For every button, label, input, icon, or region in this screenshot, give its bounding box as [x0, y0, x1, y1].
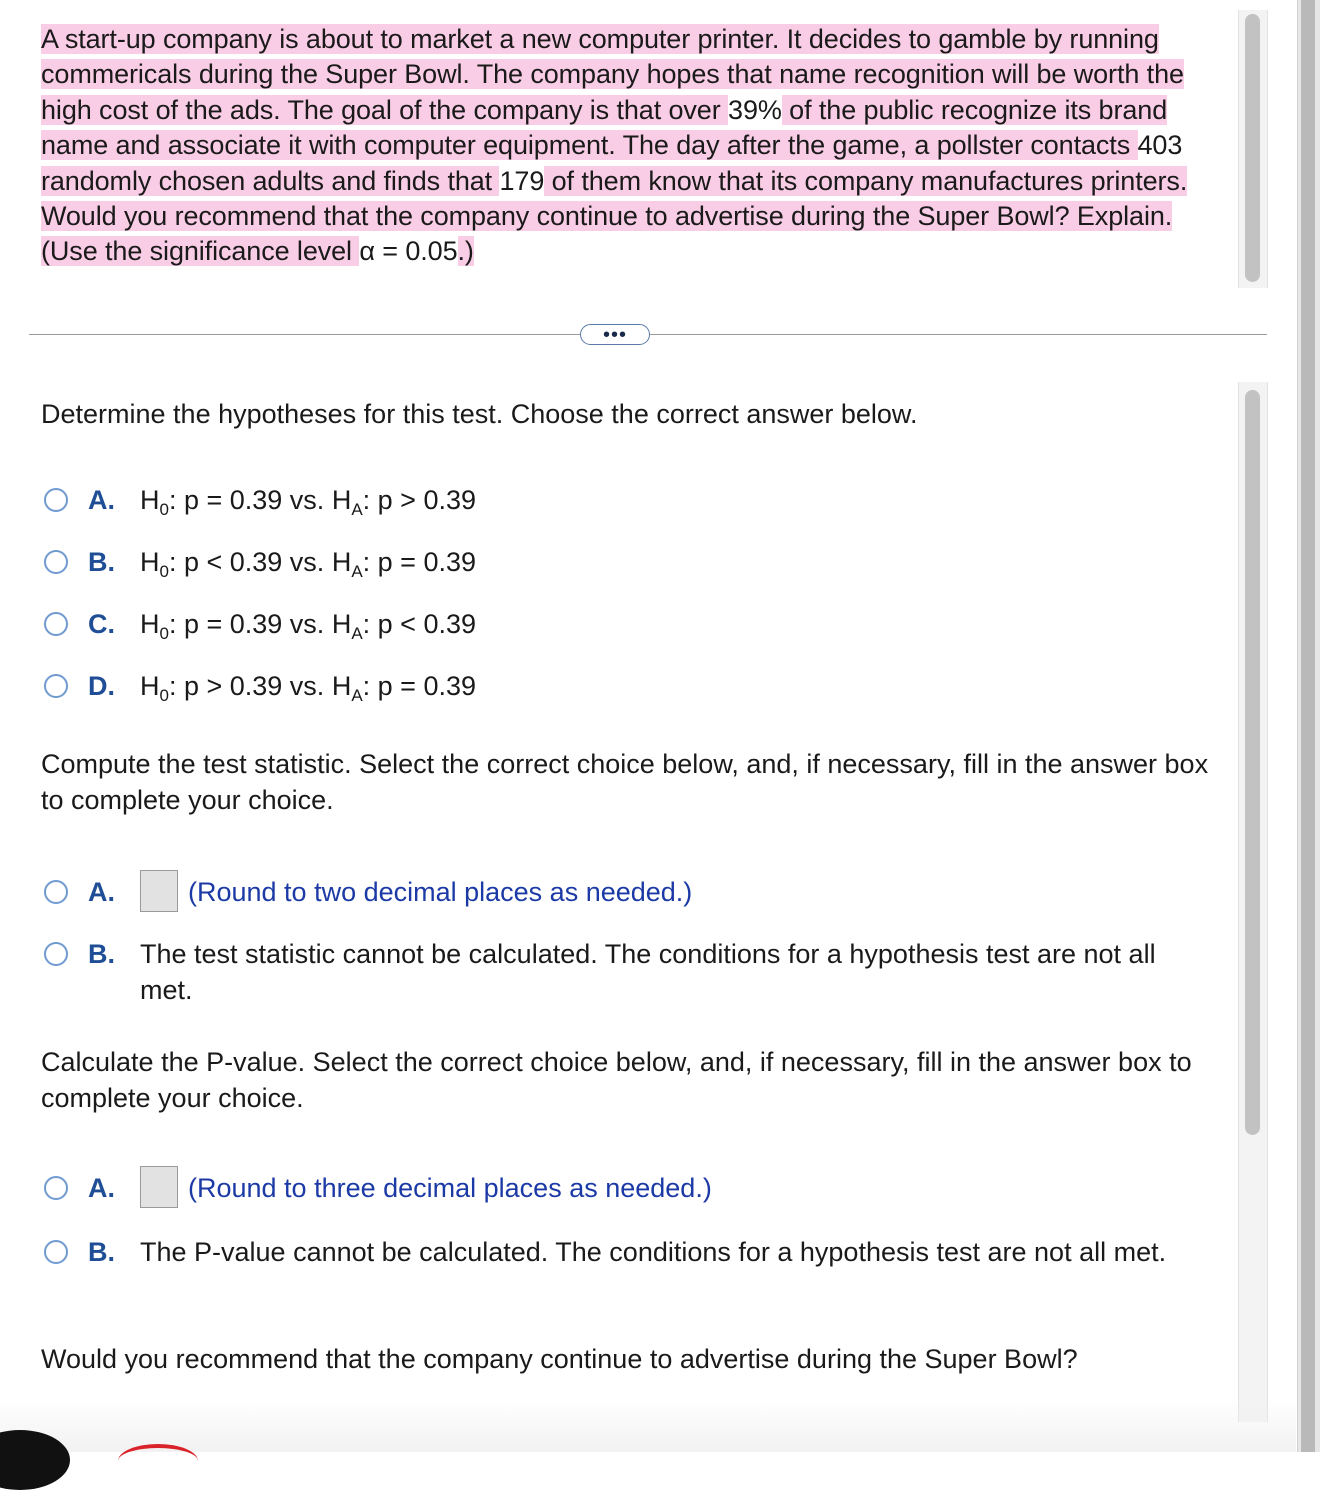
hypothesis-text: $H_0$: p < 0.39 vs. $H_A$: p = 0.39 — [140, 547, 476, 581]
option-letter: C. — [88, 609, 115, 639]
problem-statement — [41, 22, 1236, 270]
overlay-accent — [118, 1444, 198, 1478]
recommendation-prompt: Would you recommend that the company continue to advertise during the Super Bowl? — [41, 1344, 1078, 1374]
hypothesis-text: $H_0$: p = 0.39 vs. $H_A$: p < 0.39 — [140, 609, 476, 643]
problem-text: of the public recognize its brand name and associate it with computer equipment. The day after the game, a pollster contacts — [41, 94, 1168, 161]
problem-text: randomly chosen adults and finds that — [41, 165, 500, 196]
hypotheses-option-a[interactable] — [44, 482, 476, 518]
hypotheses-prompt: Determine the hypotheses for this test. Choose the correct answer below. — [41, 399, 918, 429]
p-value-option-a[interactable] — [44, 1170, 712, 1208]
radio-button[interactable] — [44, 880, 68, 904]
test-statistic-prompt: Compute the test statistic. Select the correct choice below, and, if necessary, fill in the answer box to complete your choice. — [41, 749, 1209, 815]
hypothesis-text: $H_0$: p = 0.39 vs. $H_A$: p > 0.39 — [140, 485, 476, 519]
radio-button[interactable] — [44, 1176, 68, 1200]
option-letter: B. — [88, 939, 115, 969]
problem-scrollbar-thumb[interactable] — [1245, 14, 1260, 282]
expand-more-button[interactable]: ••• — [580, 324, 650, 345]
question-scrollbar-thumb[interactable] — [1245, 390, 1260, 1135]
option-letter: B. — [88, 1237, 115, 1267]
option-text: The P-value cannot be calculated. The conditions for a hypothesis test are not all met. — [140, 1237, 1167, 1267]
problem-text: of them know that its company manufactures printers. Would you recommend that the company continue to advertise during the Super Bowl? Explain. (Use the significance level — [41, 165, 1188, 267]
window-scrollbar-thumb[interactable] — [1301, 0, 1315, 1452]
test-statistic-option-a[interactable] — [44, 874, 692, 912]
p-value-input[interactable] — [140, 1166, 178, 1208]
rounding-note: (Round to three decimal places as needed.) — [188, 1173, 712, 1203]
option-text: The test statistic cannot be calculated. The conditions for a hypothesis test are not all met. — [140, 939, 1156, 1005]
radio-button[interactable] — [44, 612, 68, 636]
hypotheses-option-d[interactable] — [44, 668, 476, 704]
option-letter: A. — [88, 877, 115, 907]
problem-text: .) — [457, 236, 474, 267]
p-value-prompt: Calculate the P-value. Select the correct choice below, and, if necessary, fill in the answer box to complete your choice. — [41, 1047, 1192, 1113]
bottom-fade — [0, 1400, 1296, 1452]
rounding-note: (Round to two decimal places as needed.) — [188, 877, 693, 907]
radio-button[interactable] — [44, 488, 68, 512]
goal-percent: 39% — [728, 94, 782, 125]
option-letter: A. — [88, 485, 115, 515]
success-count: 179 — [499, 165, 545, 196]
radio-button[interactable] — [44, 674, 68, 698]
radio-button[interactable] — [44, 550, 68, 574]
test-statistic-option-b[interactable] — [44, 936, 1204, 1008]
sample-size: 403 — [1137, 130, 1183, 161]
option-letter: B. — [88, 547, 115, 577]
p-value-option-b[interactable] — [44, 1234, 1204, 1270]
test-statistic-input[interactable] — [140, 870, 178, 912]
option-letter: A. — [88, 1173, 115, 1203]
radio-button[interactable] — [44, 1240, 68, 1264]
significance-level: α = 0.05 — [359, 236, 458, 267]
radio-button[interactable] — [44, 942, 68, 966]
problem-text: A start-up company is about to market a new computer printer. It decides to gamble by running commericals during the Super Bowl. The company hopes that name recognition will be worth the high cost of the ads. The goal of the company is that over — [41, 24, 1184, 125]
option-letter: D. — [88, 671, 115, 701]
hypotheses-option-b[interactable] — [44, 544, 476, 580]
hypotheses-option-c[interactable] — [44, 606, 476, 642]
hypothesis-text: $H_0$: p > 0.39 vs. $H_A$: p = 0.39 — [140, 671, 476, 705]
